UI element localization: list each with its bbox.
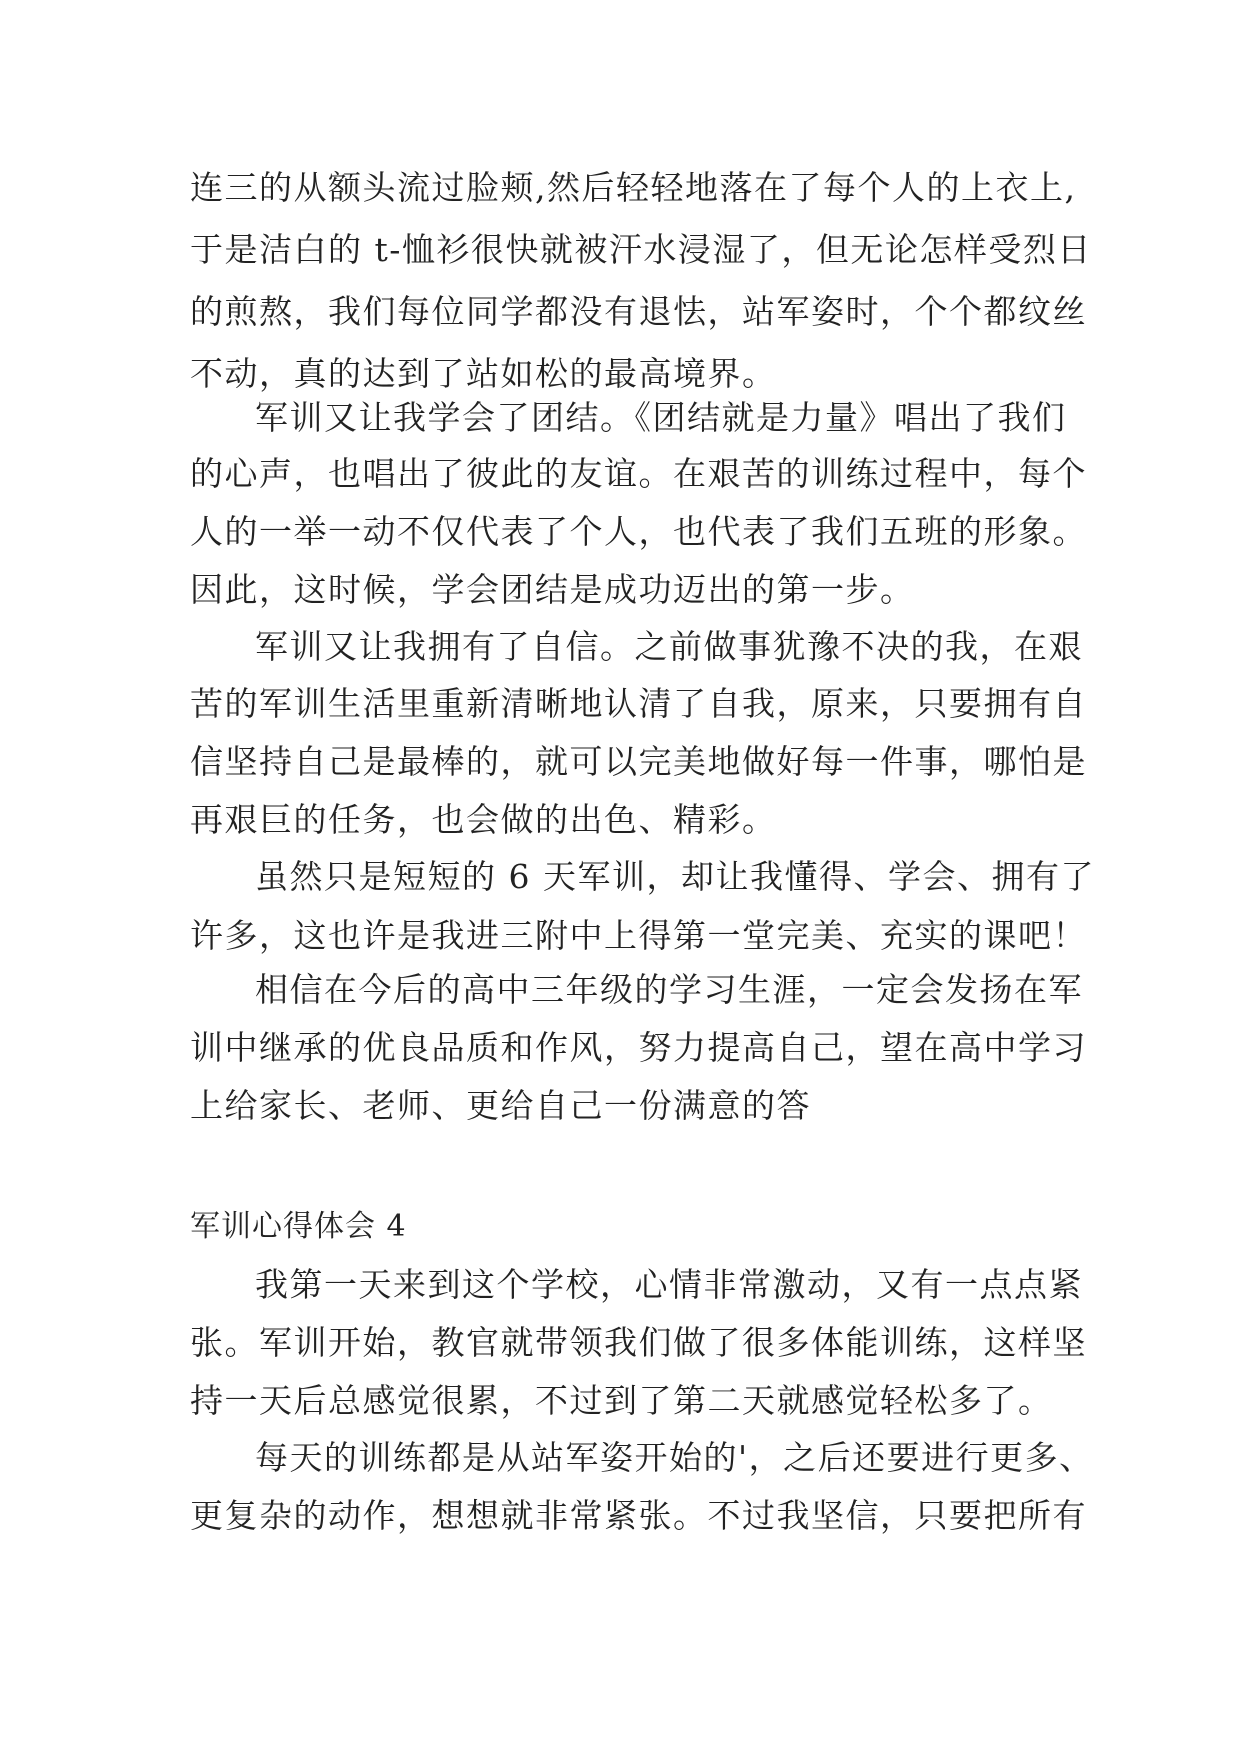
paragraph-first-line: 相信在今后的高中三年级的学习生涯，一定会发扬在军	[255, 970, 1083, 1009]
text-line: 训中继承的优良品质和作风，努力提高自己，望在高中学习	[190, 1028, 1087, 1067]
paragraph-first-line: 我第一天来到这个学校，心情非常激动，又有一点点紧	[255, 1265, 1083, 1304]
paragraph-first-line: 军训又让我拥有了自信。之前做事犹豫不决的我，在艰	[255, 627, 1083, 666]
section-heading: 军训心得体会 4	[190, 1209, 407, 1244]
text-line: 张。军训开始，教官就带领我们做了很多体能训练，这样坚	[190, 1323, 1087, 1362]
text-line: 的煎熬，我们每位同学都没有退怯，站军姿时，个个都纹丝	[190, 292, 1087, 331]
paragraph-first-line: 每天的训练都是从站军姿开始的'，之后还要进行更多、	[255, 1438, 1094, 1477]
text-line: 的心声，也唱出了彼此的友谊。在艰苦的训练过程中，每个	[190, 454, 1087, 493]
text-line: 再艰巨的任务，也会做的出色、精彩。	[190, 800, 777, 839]
text-line: 于是洁白的 t-恤衫很快就被汗水浸湿了，但无论怎样受烈日	[190, 230, 1092, 269]
text-line: 上给家长、老师、更给自己一份满意的答	[190, 1086, 811, 1125]
text-line: 更复杂的动作，想想就非常紧张。不过我坚信，只要把所有	[190, 1496, 1087, 1535]
text-line: 持一天后总感觉很累，不过到了第二天就感觉轻松多了。	[190, 1381, 1053, 1420]
paragraph-first-line: 军训又让我学会了团结。《团结就是力量》唱出了我们	[255, 398, 1067, 437]
text-line: 不动，真的达到了站如松的最高境界。	[190, 354, 777, 393]
text-line: 人的一举一动不仅代表了个人，也代表了我们五班的形象。	[190, 512, 1087, 551]
text-line: 连三的从额头流过脸颊,然后轻轻地落在了每个人的上衣上,	[190, 168, 1077, 207]
paragraph-first-line: 虽然只是短短的 6 天军训，却让我懂得、学会、拥有了	[255, 857, 1095, 896]
text-line: 许多，这也许是我进三附中上得第一堂完美、充实的课吧！	[190, 916, 1087, 955]
text-line: 信坚持自己是最棒的，就可以完美地做好每一件事，哪怕是	[190, 742, 1087, 781]
text-line: 苦的军训生活里重新清晰地认清了自我，原来，只要拥有自	[190, 684, 1087, 723]
text-line: 因此，这时候，学会团结是成功迈出的第一步。	[190, 570, 915, 609]
